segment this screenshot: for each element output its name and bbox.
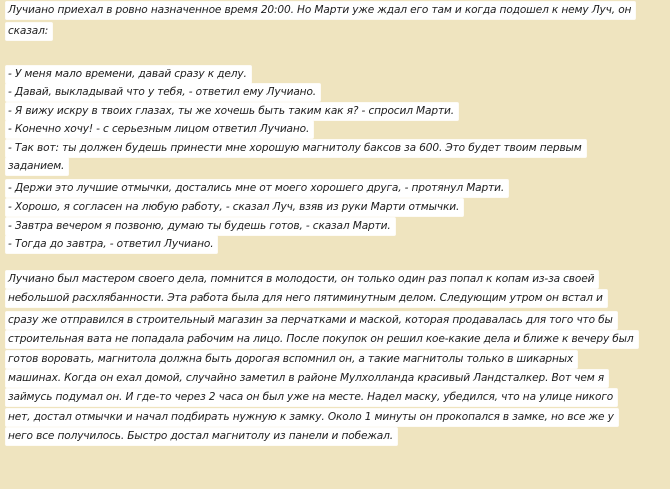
narrative-line: машинах. Когда он ехал домой, случайно заметил в районе Мулхолланда красивый Ландсталкер. Вот чем я	[6, 370, 608, 387]
dialogue-line: - Завтра вечером я позвоню, думаю ты будешь готов, - сказал Марти.	[6, 218, 395, 235]
dialogue-line: заданием.	[6, 158, 68, 175]
narrative-line: нет, достал отмычки и начал подбирать нужную к замку. Около 1 минуты он прокопался в замке, но все же у	[6, 409, 618, 426]
dialogue-line: - Я вижу искру в твоих глазах, ты же хочешь быть таким как я? - спросил Марти.	[6, 103, 458, 120]
dialogue-line: - У меня мало времени, давай сразу к делу.	[6, 66, 251, 83]
dialogue-line: - Хорошо, я согласен на любую работу, - сказал Луч, взяв из руки Марти отмычки.	[6, 199, 463, 216]
narrative-line: него все получилось. Быстро достал магнитолу из панели и побежал.	[6, 428, 397, 445]
narrative-line: строительная вата не попадала рабочим на лицо. После покупок он решил кое-какие дела и ближе к вечеру был	[6, 331, 638, 348]
narrative-line: сразу же отправился в строительный магазин за перчатками и маской, которая продавалась для того что бы	[6, 312, 617, 329]
narrative-line: займусь подумал он. И где-то через 2 часа он был уже на месте. Надел маску, убедился, что на улице никого	[6, 389, 617, 406]
dialogue-line: - Держи это лучшие отмычки, достались мне от моего хорошего друга, - протянул Марти.	[6, 180, 508, 197]
dialogue-line: - Давай, выкладывай что у тебя, - ответил ему Лучиано.	[6, 84, 320, 101]
dialogue-line: - Тогда до завтра, - ответил Лучиано.	[6, 236, 217, 253]
narrative-line: готов воровать, магнитола должна быть дорогая вспомнил он, а такие магнитолы только в шикарных	[6, 351, 577, 368]
story-line: сказал:	[6, 23, 52, 40]
narrative-line: небольшой расхлябанности. Эта работа была для него пятиминутным делом. Следующим утром он встал и	[6, 290, 607, 307]
narrative-line: Лучиано был мастером своего дела, помнится в молодости, он только один раз попал к копам из-за своей	[6, 271, 598, 288]
dialogue-line: - Так вот: ты должен будешь принести мне хорошую магнитолу баксов за 600. Это будет твоим первым	[6, 140, 586, 157]
story-line: Лучиано приехал в ровно назначенное время 20:00. Но Марти уже ждал его там и когда подошел к нему Луч, он	[6, 2, 635, 19]
dialogue-line: - Конечно хочу! - с серьезным лицом ответил Лучиано.	[6, 121, 313, 138]
